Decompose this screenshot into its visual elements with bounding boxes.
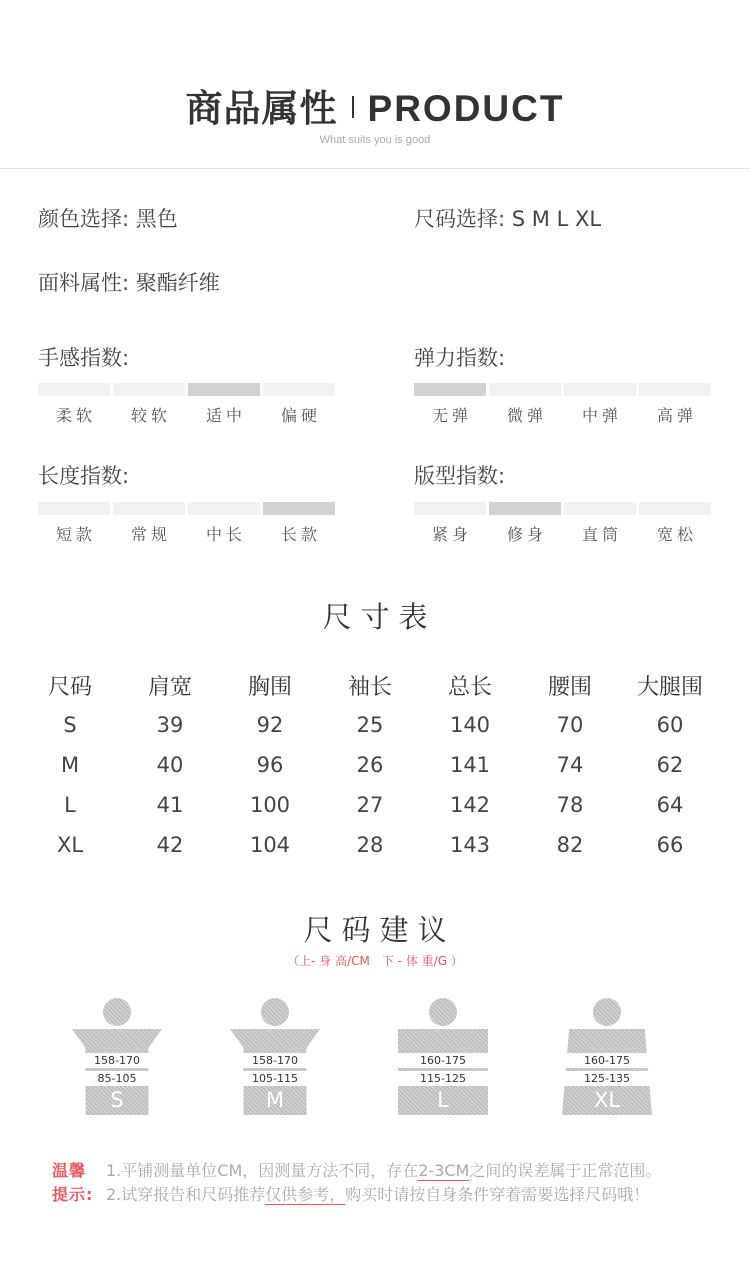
size-figure bbox=[230, 998, 320, 1118]
index-option-label: 中弹 bbox=[581, 406, 622, 425]
figure-height-range: 160-175 bbox=[562, 1053, 652, 1068]
table-cell: 74 bbox=[556, 753, 584, 777]
figure-height-range: 158-170 bbox=[72, 1053, 162, 1068]
table-cell: 70 bbox=[556, 713, 584, 737]
index-option-label: 常规 bbox=[130, 525, 171, 544]
size-label: 尺码选择: bbox=[414, 207, 506, 231]
figure-height-range: 158-170 bbox=[230, 1053, 320, 1068]
index-bar-segment bbox=[489, 383, 561, 396]
fabric-value: 聚酯纤维 bbox=[135, 271, 220, 295]
figure-size-label: L bbox=[437, 1088, 449, 1112]
size-figure bbox=[398, 998, 488, 1118]
table-row bbox=[20, 825, 720, 865]
index-bar-segment bbox=[414, 502, 486, 515]
table-cell: XL bbox=[56, 833, 84, 857]
table-cell: 40 bbox=[156, 753, 184, 777]
index-option-label: 短款 bbox=[55, 525, 96, 544]
table-header-row bbox=[20, 665, 720, 705]
size-table-title: 尺寸表 bbox=[322, 600, 437, 634]
title-en: PRODUCT bbox=[367, 88, 565, 129]
index-bar-segment bbox=[639, 502, 711, 515]
table-cell: 82 bbox=[556, 833, 584, 857]
header-divider bbox=[0, 168, 750, 169]
fabric-label: 面料属性: bbox=[38, 271, 130, 295]
table-cell: 104 bbox=[249, 833, 291, 857]
elastic-index-scale bbox=[414, 383, 712, 429]
index-option-label: 直筒 bbox=[581, 525, 622, 544]
table-header-cell: 肩宽 bbox=[147, 674, 192, 700]
table-row bbox=[20, 745, 720, 785]
index-option-label: 无弹 bbox=[431, 406, 472, 425]
index-option-label: 宽松 bbox=[656, 525, 697, 544]
tip-2-text-b: 购买时请按自身条件穿着需要选择尺码哦！ bbox=[345, 1185, 650, 1204]
table-row bbox=[20, 705, 720, 745]
table-cell: S bbox=[63, 713, 77, 737]
index-option-label: 长款 bbox=[280, 525, 321, 544]
figure-head-icon bbox=[429, 998, 457, 1026]
color-label: 颜色选择: bbox=[38, 207, 130, 231]
table-cell: 41 bbox=[156, 793, 184, 817]
table-cell: 62 bbox=[656, 753, 684, 777]
figure-weight-range: 125-135 bbox=[562, 1071, 652, 1086]
index-option-label: 适中 bbox=[205, 406, 246, 425]
table-cell: 39 bbox=[156, 713, 184, 737]
fit-index-scale bbox=[414, 502, 712, 548]
figure-weight-range: 85-105 bbox=[72, 1071, 162, 1086]
tip-1-underlined: 2-3CM bbox=[418, 1161, 470, 1180]
size-table bbox=[20, 665, 720, 865]
table-cell: 60 bbox=[656, 713, 684, 737]
fit-index-title: 版型指数: bbox=[414, 464, 506, 488]
table-cell: 26 bbox=[356, 753, 384, 777]
table-cell: 28 bbox=[356, 833, 384, 857]
figure-size-label: XL bbox=[593, 1088, 621, 1112]
index-option-label: 偏硬 bbox=[280, 406, 321, 425]
table-cell: 25 bbox=[356, 713, 384, 737]
length-index-scale bbox=[38, 502, 336, 548]
table-cell: 66 bbox=[656, 833, 684, 857]
elastic-index-title: 弹力指数: bbox=[414, 346, 506, 370]
table-header-cell: 总长 bbox=[447, 674, 492, 700]
figure-head-icon bbox=[593, 998, 621, 1026]
index-bar-segment bbox=[188, 502, 260, 515]
tip-2-text-a: 2.试穿报告和尺码推荐 bbox=[106, 1185, 266, 1204]
size-value: S M L XL bbox=[511, 207, 602, 231]
size-attribute bbox=[414, 203, 601, 233]
index-option-label: 柔软 bbox=[55, 406, 96, 425]
length-index-title: 长度指数: bbox=[38, 464, 130, 488]
tip-line-1 bbox=[106, 1158, 661, 1181]
table-header-cell: 腰围 bbox=[547, 674, 592, 700]
feel-index-title: 手感指数: bbox=[38, 346, 130, 370]
figure-size-label: M bbox=[265, 1088, 285, 1112]
table-cell: 143 bbox=[449, 833, 491, 857]
figure-weight-range: 105-115 bbox=[230, 1071, 320, 1086]
index-bar-segment bbox=[113, 383, 185, 396]
title-cn: 商品属性 bbox=[185, 87, 338, 130]
table-cell: 96 bbox=[256, 753, 284, 777]
color-attribute bbox=[38, 203, 178, 233]
index-option-label: 较软 bbox=[130, 406, 171, 425]
index-bar-segment bbox=[113, 502, 185, 515]
tip-label-2: 提示: bbox=[52, 1185, 94, 1204]
table-cell: 92 bbox=[256, 713, 284, 737]
size-figure bbox=[72, 998, 162, 1118]
table-cell: 78 bbox=[556, 793, 584, 817]
table-cell: L bbox=[64, 793, 76, 817]
tip-1-text-b: 之间的误差属于正常范围。 bbox=[469, 1161, 662, 1180]
table-cell: 27 bbox=[356, 793, 384, 817]
index-option-label: 中长 bbox=[205, 525, 246, 544]
tip-label-1: 温馨 bbox=[52, 1161, 87, 1180]
size-suggest-subtitle: （上- 身 高/CM 下 - 体 重/G ） bbox=[287, 954, 463, 968]
index-bar-segment bbox=[38, 383, 110, 396]
size-figure bbox=[562, 998, 652, 1118]
figure-height-range: 160-175 bbox=[398, 1053, 488, 1068]
figure-weight-range: 115-125 bbox=[398, 1071, 488, 1086]
table-header-cell: 大腿围 bbox=[636, 674, 703, 700]
tip-2-underlined: 仅供参考， bbox=[265, 1185, 346, 1204]
table-cell: 141 bbox=[449, 753, 491, 777]
index-bar-segment bbox=[414, 383, 486, 396]
table-cell: 64 bbox=[656, 793, 684, 817]
table-row bbox=[20, 785, 720, 825]
fabric-attribute bbox=[38, 267, 220, 297]
table-header-cell: 袖长 bbox=[347, 674, 392, 700]
index-bar-segment bbox=[564, 502, 636, 515]
size-suggest-title: 尺码建议 bbox=[303, 913, 456, 947]
index-option-label: 微弹 bbox=[506, 406, 547, 425]
index-bar-segment bbox=[263, 383, 335, 396]
title-divider bbox=[352, 96, 354, 118]
index-option-label: 修身 bbox=[506, 525, 547, 544]
feel-index-scale bbox=[38, 383, 336, 429]
index-bar-segment bbox=[489, 502, 561, 515]
index-option-label: 紧身 bbox=[431, 525, 472, 544]
tip-line-2 bbox=[106, 1182, 649, 1205]
color-value: 黑色 bbox=[135, 207, 178, 231]
figure-head-icon bbox=[261, 998, 289, 1026]
index-bar-segment bbox=[38, 502, 110, 515]
table-cell: 142 bbox=[449, 793, 491, 817]
figure-head-icon bbox=[103, 998, 131, 1026]
figure-size-label: S bbox=[110, 1088, 124, 1112]
table-cell: 140 bbox=[449, 713, 491, 737]
table-cell: 42 bbox=[156, 833, 184, 857]
tip-1-text-a: 1.平铺测量单位CM，因测量方法不同，存在 bbox=[106, 1161, 419, 1180]
table-header-cell: 胸围 bbox=[247, 674, 292, 700]
table-cell: M bbox=[60, 753, 80, 777]
page-title bbox=[0, 78, 750, 132]
index-bar-segment bbox=[564, 383, 636, 396]
index-bar-segment bbox=[188, 383, 260, 396]
index-option-label: 高弹 bbox=[656, 406, 697, 425]
table-header-cell: 尺码 bbox=[47, 674, 92, 700]
index-bar-segment bbox=[639, 383, 711, 396]
page-subtitle: What suits you is good bbox=[319, 134, 431, 146]
table-cell: 100 bbox=[249, 793, 291, 817]
index-bar-segment bbox=[263, 502, 335, 515]
